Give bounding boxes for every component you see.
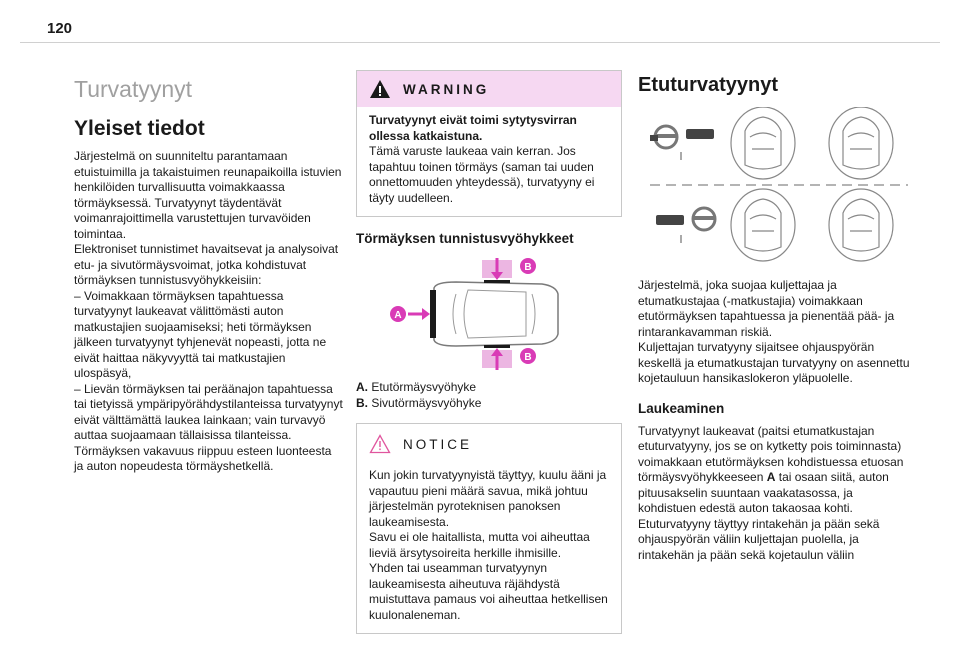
- right-column: [638, 70, 913, 563]
- notice-paragraph: Kun jokin turvatyynyistä täyttyy, kuulu ääni ja vapautuu pieni määrä savua, mikä johtuu järjestelmän pyroteknisen panoksen laukeamisesta.: [369, 468, 607, 529]
- deployment-paragraph: [638, 424, 913, 517]
- front-airbags-figure: [638, 107, 913, 262]
- zones-heading: Törmäyksen tunnistusvyöhykkeet: [356, 231, 574, 246]
- intro-paragraph: Järjestelmä, joka suojaa kuljettajaa ja etumatkustajaa (-matkustajia) voimakkaan etutörmäyksen tapahtuessa ja pienentää pää- ja rintarankavamman riskiä.: [638, 278, 895, 339]
- legend-text: Etutörmäysvyöhyke: [371, 380, 477, 394]
- left-column: [74, 70, 344, 475]
- warning-text: Tämä varuste laukeaa vain kerran. Jos tapahtuu toinen törmäys (saman tai uuden onnettomuuden yhteydessä), turvatyyny ei täyty uudelleen.: [369, 144, 595, 205]
- zone-b-top-badge-label: B: [524, 262, 532, 273]
- legend-key: A.: [356, 380, 368, 394]
- deployment-heading: Laukeaminen: [638, 400, 725, 416]
- driver-airbag-icon: [650, 126, 714, 160]
- car-top-view-illustration: [356, 254, 622, 372]
- warning-bold-text: Turvatyynyt eivät toimi sytytysvirran ollessa katkaistuna.: [369, 113, 577, 143]
- front-airbags-heading: Etuturvatyynyt: [638, 74, 779, 96]
- section-title: Turvatyynyt: [74, 76, 193, 102]
- zone-a-badge-label: A: [394, 310, 402, 321]
- warning-header: [357, 71, 621, 107]
- intro-paragraph: Kuljettajan turvatyyny sijaitsee ohjauspyörän keskellä ja etumatkustajan turvatyyny on asennettu kojetauluun hansikaslokeron yläpuolelle.: [638, 340, 910, 385]
- legend-item-a: [356, 380, 622, 396]
- warning-icon: [369, 79, 391, 99]
- notice-paragraph: Savu ei ole haitallista, mutta voi aiheuttaa lieviä ärsytysoireita herkille ihmisille.: [369, 530, 590, 560]
- zone-a-ref: A: [766, 470, 776, 484]
- notice-box: [356, 423, 622, 634]
- deployment-paragraph-end: Etuturvatyyny täyttyy rintakehän ja pään sekä ohjauspyörän väliin kuljettajan puolella, ja rintakehän ja pään sekä kojetaulun väliin: [638, 516, 880, 562]
- airbag-illustration: [638, 107, 913, 262]
- page-number: 120: [47, 20, 73, 37]
- passenger-seat-top: [731, 107, 893, 179]
- header-rule: [20, 42, 940, 43]
- legend-item-b: [356, 396, 622, 412]
- passenger-seat-bottom: [731, 189, 893, 261]
- notice-header: [357, 424, 621, 462]
- notice-icon: [369, 434, 391, 454]
- general-info-heading: Yleiset tiedot: [74, 117, 205, 140]
- deployment-text-post: tai osaan siitä, auton pituusakselin suuntaan vaakatasossa, ja kohdistuen edestä auton takaosaa kohti.: [638, 470, 889, 515]
- notice-body: [357, 462, 621, 633]
- warning-body: [357, 107, 621, 216]
- impact-zones-figure: [356, 254, 622, 372]
- middle-column: [356, 70, 622, 646]
- paragraph: Järjestelmä on suunniteltu parantamaan etuistuimilla ja takaistuimen reunapaikoilla istuvien henkilöiden turvallisuutta voimakkaassa törmäyksessä. Turvatyynyt täydentävät voimanrajoittimella varustettujen turvavöiden toimintaa.: [74, 149, 342, 241]
- paragraph: Törmäyksen vakavuus riippuu esteen luonteesta ja auton nopeudesta törmäyshetkellä.: [74, 443, 332, 473]
- warning-label: WARNING: [403, 81, 490, 97]
- list-item: – Lievän törmäyksen tai peräänajon tapahtuessa tai tietyissä ympäripyörähdystilanteissa turvatyynyt eivät välttämättä laukea lainkaan; vain turvavyö auttaa suojaamaan tällaisissa tilanteissa.: [74, 381, 343, 442]
- list-item: – Voimakkaan törmäyksen tapahtuessa turvatyynyt laukeavat välittömästi auton matkustajien suojaamiseksi; heti törmäyksen jälkeen turvatyynyt tyhjenevät nopeasti, jotta ne eivät haittaa näkyvyyttä tai matkustajien ulospäsyä,: [74, 288, 327, 380]
- deployment-text-pre: Turvatyynyt laukeavat (paitsi etumatkustajan etuturvatyyny, jos se on kytketty pois toiminnasta) voimakkaan etutörmäyksen kohdistuessa etuosan törmäysvyöhykkeeseen: [638, 423, 904, 484]
- warning-box: [356, 70, 622, 217]
- passenger-airbag-icon: [656, 208, 716, 243]
- notice-paragraph: Yhden tai useamman turvatyynyn laukeamisesta aiheutuva räjähdystä muistuttava pamaus voi aiheuttaa hetkellisen kuulonaleneman.: [369, 561, 608, 622]
- legend-text: Sivutörmäysvyöhyke: [371, 395, 482, 410]
- legend-key: B.: [356, 395, 368, 410]
- paragraph: Elektroniset tunnistimet havaitsevat ja analysoivat etu- ja sivutörmäysvoimat, jotka kohdistuvat törmäyksen tunnistusvyöhykkeisiin:: [74, 242, 339, 287]
- zone-b-bottom-badge-label: B: [524, 352, 532, 363]
- notice-label: NOTICE: [403, 436, 473, 452]
